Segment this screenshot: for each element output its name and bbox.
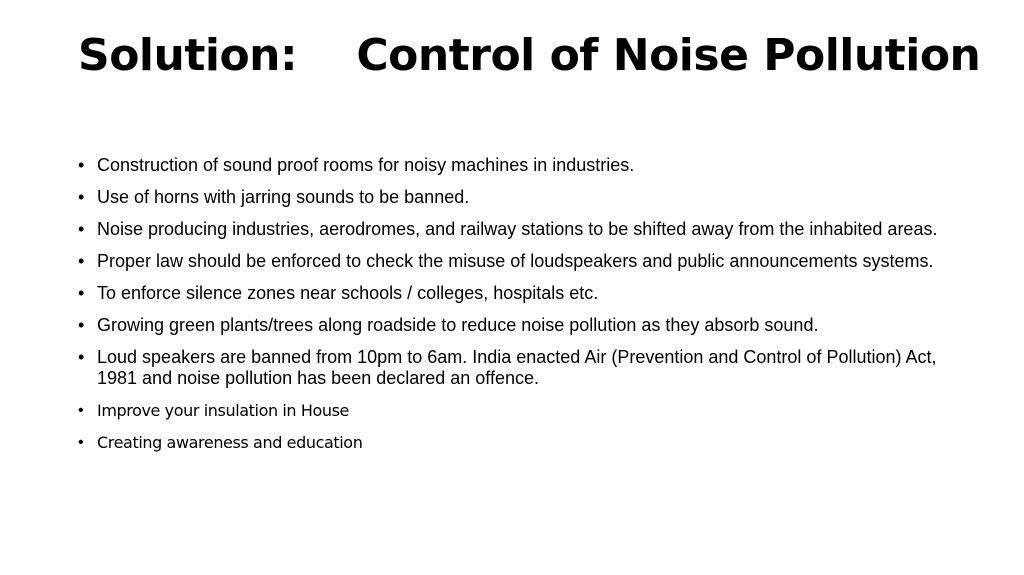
bullet-dot-icon: • (78, 283, 85, 303)
bullet-item (78, 187, 938, 208)
bullet-text: Use of horns with jarring sounds to be banned. (97, 187, 470, 207)
bullet-dot-icon: • (78, 315, 85, 335)
bullet-dot-icon: • (78, 347, 85, 367)
bullet-item (78, 219, 938, 240)
bullet-text: Improve your insulation in House (97, 401, 349, 420)
bullet-text: Growing green plants/trees along roadside to reduce noise pollution as they absorb sound. (97, 315, 819, 335)
bullet-item (78, 400, 938, 421)
bullet-text: Creating awareness and education (97, 433, 363, 452)
bullet-text: Loud speakers are banned from 10pm to 6am. India enacted Air (Prevention and Control of Pollution) Act, 1981 and noise pollution has been declared an offence. (97, 347, 937, 388)
bullet-dot-icon: • (78, 402, 84, 419)
bullet-text: Noise producing industries, aerodromes, and railway stations to be shifted away from the inhabited areas. (97, 219, 938, 239)
bullet-list (78, 155, 938, 464)
bullet-dot-icon: • (78, 251, 85, 271)
bullet-item (78, 251, 938, 272)
slide-title: Solution: Control of Noise Pollution (78, 30, 981, 81)
bullet-item (78, 432, 938, 453)
bullet-item (78, 315, 938, 336)
bullet-item (78, 283, 938, 304)
bullet-text: Construction of sound proof rooms for noisy machines in industries. (97, 155, 635, 175)
bullet-dot-icon: • (78, 219, 85, 239)
bullet-item (78, 347, 938, 389)
bullet-text: To enforce silence zones near schools / colleges, hospitals etc. (97, 283, 599, 303)
bullet-dot-icon: • (78, 155, 85, 175)
bullet-text: Proper law should be enforced to check the misuse of loudspeakers and public announcements systems. (97, 251, 934, 271)
bullet-dot-icon: • (78, 187, 85, 207)
bullet-dot-icon: • (78, 434, 84, 451)
bullet-item (78, 155, 938, 176)
